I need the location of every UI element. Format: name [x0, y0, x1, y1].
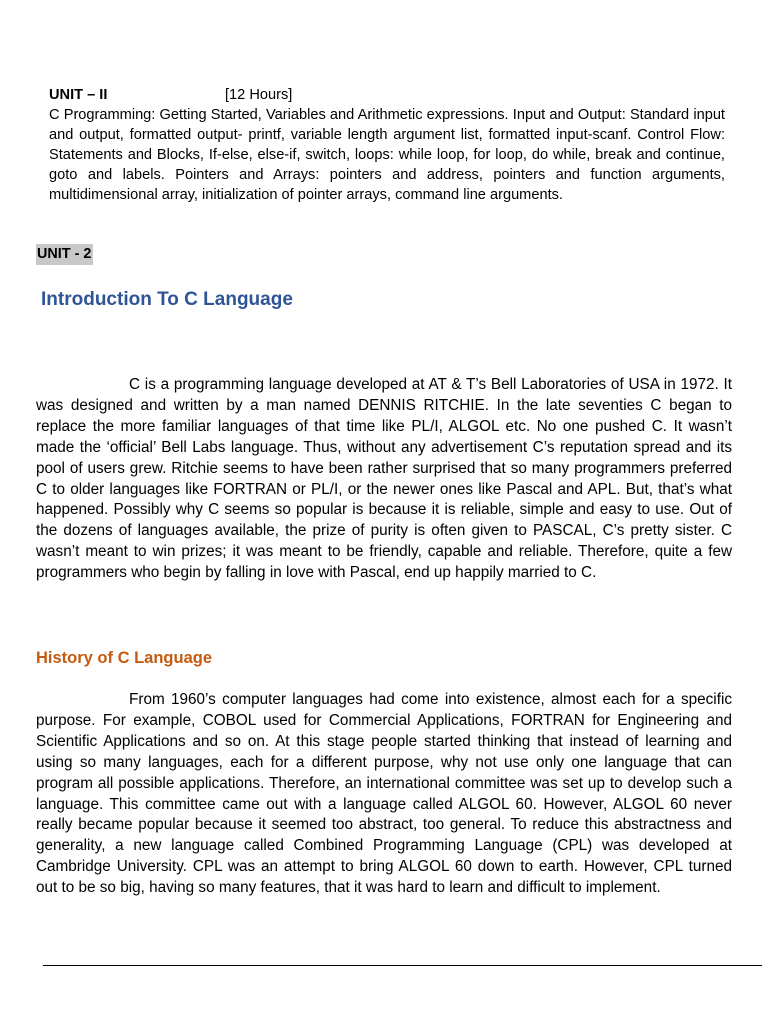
intro-paragraph-text: C is a programming language developed at AT & T’s Bell Laboratories of USA in 1972. It was designed and written by a man named DENNIS RITCHIE. In the late seventies C began to replace the more familiar languages of that time like PL/I, ALGOL etc. No one pushed C. It wasn’t made the ‘official’ Bell Labs language. Thus, without any advertisement C’s reputation spread and its pool of users grew. Ritchie seems to have been rather surprised that so many programmers preferred C to older languages like FORTRAN or PL/I, or the newer ones like Pascal and APL. But, that’s what happened. Possibly why C seems so popular is because it is reliable, simple and easy to use. Out of the dozens of languages available, the prize of purity is often given to PASCAL, C’s pretty sister. C wasn’t meant to win prizes; it was meant to be friendly, capable and reliable. Therefore, quite a few programmers who begin by falling in love with Pascal, end up happily married to C. — [36, 376, 732, 582]
syllabus-text: C Programming: Getting Started, Variables and Arithmetic expressions. Input and Output: Standard input and output, formatted output- printf, variable length argument list, formatted input-scanf. Control Flow: Statements and Blocks, If-else, else-if, switch, loops: while loop, for loop, do while, break and continue, goto and labels. Pointers and Arrays: pointers and address, pointers and function arguments, multidimensional array, initialization of pointer arrays, command line arguments. — [49, 107, 725, 203]
history-paragraph — [36, 690, 732, 899]
footer-divider — [43, 965, 762, 966]
unit-badge: UNIT - 2 — [36, 244, 93, 265]
intro-paragraph — [36, 375, 732, 584]
unit-label: UNIT – II — [49, 87, 108, 103]
history-paragraph-text: From 1960’s computer languages had come into existence, almost each for a specific purpose. For example, COBOL used for Commercial Applications, FORTRAN for Engineering and Scientific Applications and so on. At this stage people started thinking that instead of learning and using so many languages, each for a different purpose, why not use only one language that can program all possible applications. Therefore, an international committee was set up to develop such a language. This committee came out with a language called ALGOL 60. However, ALGOL 60 never really became popular because it seemed too abstract, too general. To reduce this abstractness and generality, a new language called Combined Programming Language (CPL) was developed at Cambridge University. CPL was an attempt to bring ALGOL 60 down to earth. However, CPL turned out to be so big, having so many features, that it was hard to learn and difficult to implement. — [36, 691, 732, 897]
syllabus-block — [49, 86, 725, 206]
syllabus-header — [49, 86, 725, 106]
unit-hours: [12 Hours] — [225, 87, 293, 103]
intro-heading: Introduction To C Language — [41, 289, 293, 310]
history-heading: History of C Language — [36, 649, 213, 667]
